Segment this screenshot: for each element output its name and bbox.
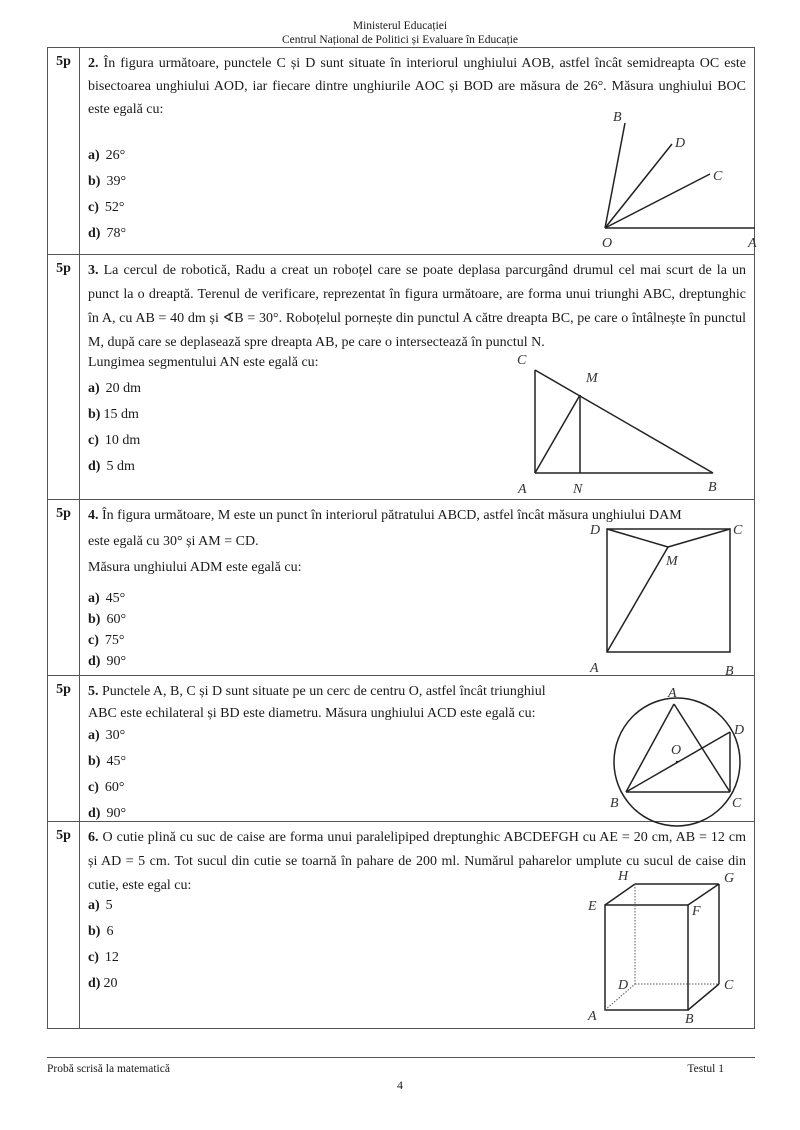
- question-number: 4.: [88, 508, 99, 523]
- svg-text:B: B: [725, 664, 734, 679]
- option-d[interactable]: d) 78°: [88, 226, 127, 241]
- svg-text:B: B: [685, 1012, 694, 1027]
- points-label: 5p: [48, 255, 80, 499]
- svg-text:A: A: [590, 661, 599, 676]
- square-figure: [580, 520, 760, 680]
- svg-text:O: O: [671, 743, 682, 758]
- question-3: [48, 255, 754, 500]
- points-label: 5p: [48, 48, 80, 254]
- header-ministry: Ministerul Educației: [352, 20, 448, 32]
- question-number: 6.: [88, 830, 99, 845]
- question-prompt: Lungimea segmentului AN este egală cu:: [88, 355, 319, 370]
- question-content: [80, 822, 754, 1028]
- svg-text:N: N: [573, 482, 583, 497]
- header-center: Centrul Național de Politici și Evaluare în Educație: [281, 34, 518, 46]
- question-5: [48, 676, 754, 822]
- question-number: 5.: [88, 684, 99, 699]
- points-label: 5p: [48, 822, 80, 1028]
- exam-table: [47, 47, 755, 1029]
- question-2: [48, 48, 757, 255]
- svg-text:E: E: [588, 899, 597, 914]
- question-content: [80, 255, 754, 499]
- svg-text:C: C: [517, 353, 527, 368]
- option-c[interactable]: c) 10 dm: [88, 433, 141, 448]
- svg-text:A: A: [518, 482, 527, 497]
- question-statement: 6. O cutie plină cu suc de caise are forma unui paralelipiped dreptunghic ABCDEFGH cu AE = 20 cm, AB = 12 cm și AD = 5 cm. Tot sucul din cutie se toarnă în pahare de 200 ml. Numărul paharelor umplute cu sucul de caise din cutie, este egal cu:: [88, 830, 746, 893]
- svg-text:B: B: [610, 796, 619, 811]
- svg-text:O: O: [602, 236, 613, 251]
- question-statement: 5. Punctele A, B, C și D sunt situate pe un cerc de centru O, astfel încât triunghiul: [88, 684, 546, 699]
- svg-text:D: D: [590, 523, 601, 538]
- footer-divider: [47, 1057, 755, 1058]
- option-a[interactable]: a) 20 dm: [88, 381, 142, 396]
- right-triangle-figure: [513, 350, 733, 495]
- option-d[interactable]: d) 90°: [88, 654, 127, 669]
- page-number: 4: [397, 1078, 403, 1092]
- option-b[interactable]: b) 15 dm: [88, 407, 139, 422]
- question-statement: 2. În figura următoare, punctele C și D sunt situate în interiorul unghiului AOB, astfel încât semidreapta OC este bisectoarea unghiului AOD, iar fiecare dintre unghiurile AOC și BOD are măsura de 26°. Măsura unghiului BOC este egală cu:: [88, 56, 746, 117]
- option-a[interactable]: a) 26°: [88, 148, 126, 163]
- question-prompt: Măsura unghiului ADM este egală cu:: [88, 560, 302, 575]
- question-6: [48, 822, 754, 1028]
- points-label: 5p: [48, 500, 80, 675]
- footer-test-label: Testul 1: [687, 1063, 724, 1075]
- svg-text:G: G: [724, 871, 735, 886]
- svg-text:C: C: [732, 796, 742, 811]
- option-c[interactable]: c) 75°: [88, 633, 125, 648]
- svg-text:A: A: [668, 686, 677, 701]
- option-d[interactable]: d) 5 dm: [88, 459, 135, 474]
- cuboid-figure: [578, 870, 758, 1025]
- svg-text:M: M: [586, 371, 598, 386]
- svg-text:A: A: [588, 1009, 597, 1024]
- svg-text:A: A: [748, 236, 757, 251]
- svg-text:D: D: [734, 723, 745, 738]
- option-d[interactable]: d) 90°: [88, 806, 127, 821]
- svg-text:C: C: [724, 978, 734, 993]
- svg-text:F: F: [692, 904, 701, 919]
- question-number: 3.: [88, 263, 99, 278]
- option-c[interactable]: c) 12: [88, 950, 119, 965]
- option-b[interactable]: b) 6: [88, 924, 114, 939]
- circle-figure: [598, 682, 758, 832]
- option-c[interactable]: c) 52°: [88, 200, 125, 215]
- question-statement-cont: este egală cu 30° și AM = CD.: [88, 534, 259, 549]
- option-b[interactable]: b) 39°: [88, 174, 127, 189]
- question-4: [48, 500, 754, 679]
- footer-subject: Probă scrisă la matematică: [47, 1063, 170, 1075]
- option-a[interactable]: a) 30°: [88, 728, 126, 743]
- question-statement-cont: ABC este echilateral și BD este diametru. Măsura unghiului ACD este egală cu:: [88, 706, 536, 721]
- svg-text:D: D: [618, 978, 629, 993]
- option-c[interactable]: c) 60°: [88, 780, 125, 795]
- option-a[interactable]: a) 45°: [88, 591, 126, 606]
- question-statement: 3. La cercul de robotică, Radu a creat un roboțel care se poate deplasa parcurgând drumul cel mai scurt de la un punct la o dreaptă. Terenul de verificare, reprezentat în figura următoare, are forma unui triunghi ABC, dreptunghic în A, cu AB = 40 dm și ∢B = 30°. Roboțelul pornește din punctul A către dreapta BC, pe care o întâlnește în punctul M, după care se deplasează spre dreapta AB, pe care o intersectează în punctul N.: [88, 263, 747, 350]
- option-b[interactable]: b) 60°: [88, 612, 127, 627]
- option-d[interactable]: d) 20: [88, 976, 118, 991]
- points-label: 5p: [48, 676, 80, 821]
- svg-text:B: B: [613, 110, 622, 125]
- question-number: 2.: [88, 56, 99, 71]
- question-statement: 4. În figura următoare, M este un punct în interiorul pătratului ABCD, astfel încât măsura unghiului DAM: [88, 508, 682, 523]
- option-a[interactable]: a) 5: [88, 898, 113, 913]
- question-content: [80, 500, 754, 679]
- svg-text:M: M: [666, 554, 678, 569]
- svg-text:H: H: [618, 869, 629, 884]
- svg-text:D: D: [675, 136, 686, 151]
- svg-text:C: C: [713, 169, 723, 184]
- svg-text:C: C: [733, 523, 743, 538]
- option-b[interactable]: b) 45°: [88, 754, 127, 769]
- angle-figure: [600, 110, 780, 253]
- question-content: [80, 48, 757, 254]
- question-content: [80, 676, 754, 821]
- svg-text:B: B: [708, 480, 717, 495]
